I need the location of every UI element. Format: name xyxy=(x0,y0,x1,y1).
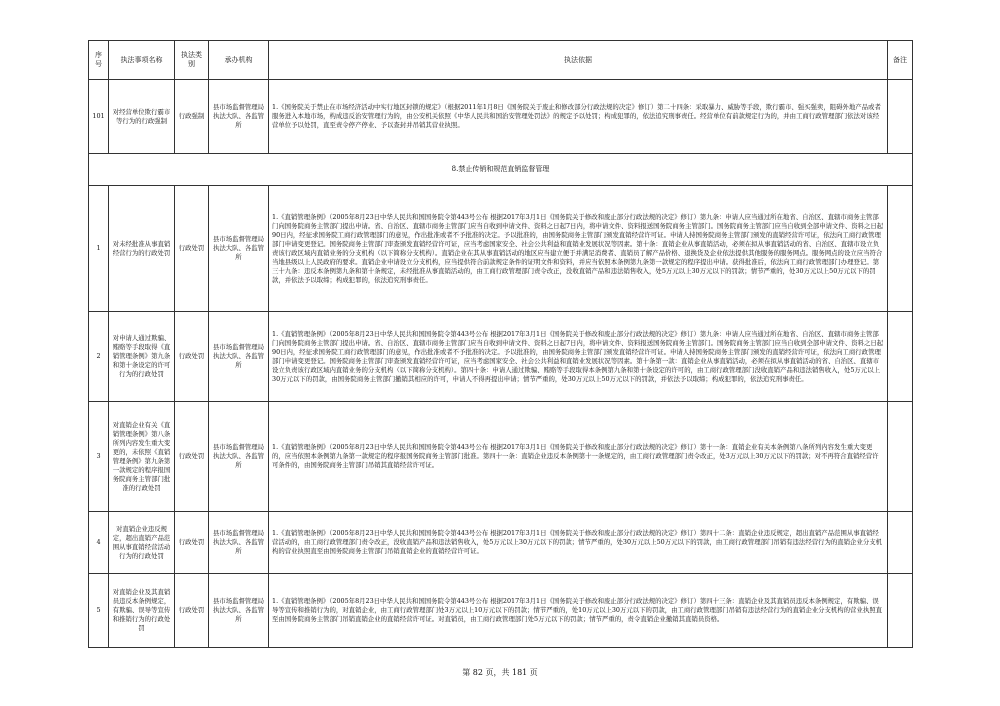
row-remark xyxy=(888,186,913,312)
row-remark xyxy=(888,402,913,512)
row-seq: 101 xyxy=(89,80,109,154)
row-basis: 1.《直销管理条例》（2005年8月23日中华人民共和国国务院令第443号公布 根据2017年3月1日《国务院关于修改和废止部分行政法规的决定》修订）第九条：申请人应当通过所在地省、自治区、直辖市商务主管部门向国务院商务主管部门提出申请。省、自治区、直辖市商务主管部门应当自收到申请文件、资料之日起7日内，将申请文件、资料报送国务院商务主管部门。国务院商务主管部门应当自收到全部申请文件、资料之日起90日内，经征求国务院工商行政管理部门的意见，作出批准或者不予批准的决定。予以批准的，由国务院商务主管部门颁发直销经营许可证。申请人持国务院商务主管部门颁发的直销经营许可证，依法向工商行政管理部门申请变更登记。国务院商务主管部门审查颁发直销经营许可证，应当考虑国家安全、社会公共利益和直销业发展状况等因素。第十条：直销企业从事直销活动，必须在拟从事直销活动的省、自治区、直辖市设立负责该行政区域内直销业务的分支机构（以下简称分支机构）。直销企业在其从事直销活动的地区应当建立便于并满足消费者、直销员了解产品价格、退换货及企业依法提供其他服务的服务网点。服务网点的设立应当符合当地县级以上人民政府的要求。直销企业申请设立分支机构，应当提供符合前款规定条件的证明文件和资料，并应当依照本条例第九条第一款规定的程序提出申请。获得批准后，依法向工商行政管理部门办理登记。第三十九条：违反本条例第九条和第十条规定，未经批准从事直销活动的，由工商行政管理部门责令改正，没收直销产品和违法销售收入，处5万元以上30万元以下的罚款；情节严重的，处30万元以上50万元以下的罚款，并依法予以取缔；构成犯罪的，依法追究刑事责任。 xyxy=(269,186,888,312)
row-remark xyxy=(888,312,913,402)
section-row xyxy=(89,154,913,186)
row-seq: 3 xyxy=(89,402,109,512)
header-name: 执法事项名称 xyxy=(109,41,175,80)
header-agency: 承办机构 xyxy=(209,41,269,80)
row-basis: 1.《国务院关于禁止在市场经济活动中实行地区封锁的规定》（根据2011年1月8日《国务院关于废止和修改部分行政法规的决定》修订）第二十四条：采取暴力、威胁等手段，欺行霸市、强买强卖，阻碍外地产品或者服务进入本地市场，构成违反治安管理行为的，由公安机关依照《中华人民共和国治安管理处罚法》的规定予以处罚；构成犯罪的，依法追究刑事责任。经营单位有前款规定行为的，并由工商行政管理部门依法对该经营单位予以处罚，直至责令停产停业、予以查封并吊销其营业执照。 xyxy=(269,80,888,154)
row-name: 对直销企业违反规定，超出直销产品范围从事直销经营活动行为的行政处罚 xyxy=(109,512,175,574)
row-category: 行政处罚 xyxy=(175,402,209,512)
row-name: 对未经批准从事直销经营行为的行政处罚 xyxy=(109,186,175,312)
row-name: 对直销企业有关《直销管理条例》第八条所列内容发生重大变更的，未依照《直销管理条例》第九条第一款规定的程序报国务院商务主管部门批准的行政处罚 xyxy=(109,402,175,512)
row-name: 对经营单位欺行霸市等行为的行政强制 xyxy=(109,80,175,154)
header-seq: 序号 xyxy=(89,41,109,80)
table-row xyxy=(89,402,913,512)
table-row xyxy=(89,512,913,574)
row-agency: 县市场监督管理局执法大队、各监管所 xyxy=(209,402,269,512)
row-remark xyxy=(888,512,913,574)
row-agency: 县市场监督管理局执法大队、各监管所 xyxy=(209,186,269,312)
enforcement-table xyxy=(88,40,913,648)
row-seq: 1 xyxy=(89,186,109,312)
row-basis: 1.《直销管理条例》（2005年8月23日中华人民共和国国务院令第443号公布 根据2017年3月1日《国务院关于修改和废止部分行政法规的决定》修订）第四十三条：直销企业及其直销员违反本条例规定，有欺骗、误导等宣传和推销行为的，对直销企业，由工商行政管理部门处3万元以上10万元以下的罚款；情节严重的，处10万元以上30万元以下的罚款，由工商行政管理部门吊销有违法经营行为的直销企业分支机构的营业执照直至由国务院商务主管部门吊销直销企业的直销经营许可证。对直销员，由工商行政管理部门处5万元以下的罚款；情节严重的，责令直销企业撤销其直销员资格。 xyxy=(269,574,888,648)
row-seq: 4 xyxy=(89,512,109,574)
row-agency: 县市场监督管理局执法大队、各监管所 xyxy=(209,574,269,648)
row-name: 对直销企业及其直销员违反本条例规定，有欺骗、误导等宣传和推销行为的行政处罚 xyxy=(109,574,175,648)
row-category: 行政处罚 xyxy=(175,574,209,648)
row-category: 行政处罚 xyxy=(175,312,209,402)
row-seq: 2 xyxy=(89,312,109,402)
row-basis: 1.《直销管理条例》（2005年8月23日中华人民共和国国务院令第443号公布 根据2017年3月1日《国务院关于修改和废止部分行政法规的决定》修订）第十一条：直销企业有关本条例第八条所列内容发生重大变更的，应当依照本条例第九条第一款规定的程序报国务院商务主管部门批准。第四十一条：直销企业违反本条例第十一条规定的，由工商行政管理部门责令改正，处3万元以上30万元以下的罚款；对不再符合直销经营许可条件的，由国务院商务主管部门吊销其直销经营许可证。 xyxy=(269,402,888,512)
table-row xyxy=(89,186,913,312)
table-row xyxy=(89,312,913,402)
row-category: 行政处罚 xyxy=(175,186,209,312)
header-category: 执法类别 xyxy=(175,41,209,80)
row-name: 对申请人通过欺骗、贿赂等手段取得《直销管理条例》第九条和第十条设定的许可行为的行政处罚 xyxy=(109,312,175,402)
row-remark xyxy=(888,80,913,154)
row-seq: 5 xyxy=(89,574,109,648)
header-basis: 执法依据 xyxy=(269,41,888,80)
section-title: 8.禁止传销和规范直销监督管理 xyxy=(89,154,913,186)
row-agency: 县市场监督管理局执法大队、各监管所 xyxy=(209,80,269,154)
row-agency: 县市场监督管理局执法大队、各监管所 xyxy=(209,312,269,402)
row-remark xyxy=(888,574,913,648)
row-basis: 1.《直销管理条例》（2005年8月23日中华人民共和国国务院令第443号公布 根据2017年3月1日《国务院关于修改和废止部分行政法规的决定》修订）第四十二条：直销企业违反规定，超出直销产品范围从事直销经营活动的，由工商行政管理部门责令改正，没收直销产品和违法销售收入，处5万元以上30万元以下的罚款；情节严重的，处30万元以上50万元以下的罚款，由工商行政管理部门吊销有违法经营行为的直销企业分支机构的营业执照直至由国务院商务主管部门吊销直销企业的直销经营许可证。 xyxy=(269,512,888,574)
row-category: 行政强制 xyxy=(175,80,209,154)
page-footer: 第 82 页，共 181 页 xyxy=(462,668,538,677)
header-remark: 备注 xyxy=(888,41,913,80)
header-row xyxy=(89,41,913,80)
row-basis: 1.《直销管理条例》（2005年8月23日中华人民共和国国务院令第443号公布 根据2017年3月1日《国务院关于修改和废止部分行政法规的决定》修订）第九条：申请人应当通过所在地省、自治区、直辖市商务主管部门向国务院商务主管部门提出申请。省、自治区、直辖市商务主管部门应当自收到申请文件、资料之日起7日内，将申请文件、资料报送国务院商务主管部门。国务院商务主管部门应当自收到全部申请文件、资料之日起90日内，经征求国务院工商行政管理部门的意见，作出批准或者不予批准的决定。予以批准的，由国务院商务主管部门颁发直销经营许可证。申请人持国务院商务主管部门颁发的直销经营许可证，依法向工商行政管理部门申请变更登记。国务院商务主管部门审查颁发直销经营许可证，应当考虑国家安全、社会公共利益和直销业发展状况等因素。第十条第一款：直销企业从事直销活动，必须在拟从事直销活动的省、自治区、直辖市设立负责该行政区域内直销业务的分支机构（以下简称分支机构）。第四十条：申请人通过欺骗、贿赂等手段取得本条例第九条和第十条设定的许可的，由工商行政管理部门没收直销产品和违法销售收入，处5万元以上30万元以下的罚款，由国务院商务主管部门撤销其相应的许可，申请人不得再提出申请；情节严重的，处30万元以上50万元以下的罚款，并依法予以取缔；构成犯罪的，依法追究刑事责任。 xyxy=(269,312,888,402)
row-category: 行政处罚 xyxy=(175,512,209,574)
table-row xyxy=(89,80,913,154)
row-agency: 县市场监督管理局执法大队、各监管所 xyxy=(209,512,269,574)
table-row xyxy=(89,574,913,648)
